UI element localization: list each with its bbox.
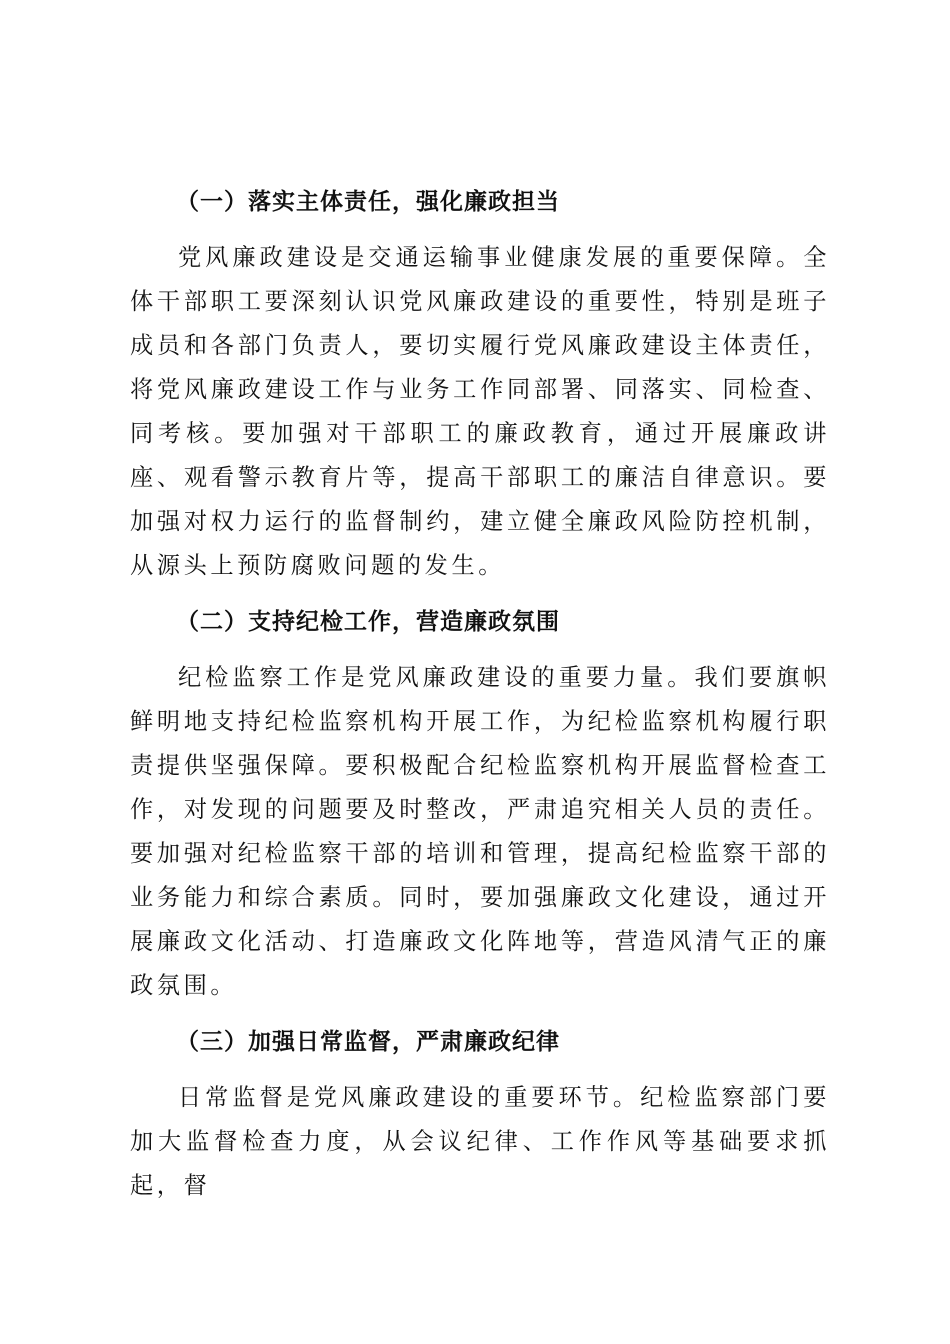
- section-1-paragraph: 党风廉政建设是交通运输事业健康发展的重要保障。全体干部职工要深刻认识党风廉政建设的重要性，特别是班子成员和各部门负责人，要切实履行党风廉政建设主体责任，将党风廉政建设工作与业务工作同部署、同落实、同检查、同考核。要加强对干部职工的廉政教育，通过开展廉政讲座、观看警示教育片等，提高干部职工的廉洁自律意识。要加强对权力运行的监督制约，建立健全廉政风险防控机制，从源头上预防腐败问题的发生。: [130, 244, 830, 579]
- section-3-heading: （三）加强日常监督，严肃廉政纪律: [176, 1029, 560, 1055]
- section-3-paragraph: 日常监督是党风廉政建设的重要环节。纪检监察部门要加大监督检查力度，从会议纪律、工作作风等基础要求抓起，督: [130, 1084, 830, 1199]
- section-2-paragraph: 纪检监察工作是党风廉政建设的重要力量。我们要旗帜鲜明地支持纪检监察机构开展工作，为纪检监察机构履行职责提供坚强保障。要积极配合纪检监察机构开展监督检查工作，对发现的问题要及时整改，严肃追究相关人员的责任。要加强对纪检监察干部的培训和管理，提高纪检监察干部的业务能力和综合素质。同时，要加强廉政文化建设，通过开展廉政文化活动、打造廉政文化阵地等，营造风清气正的廉政氛围。: [130, 664, 830, 999]
- document-body: [130, 176, 830, 1216]
- section-1-heading: （一）落实主体责任，强化廉政担当: [176, 189, 560, 215]
- section-2-heading: （二）支持纪检工作，营造廉政氛围: [176, 609, 560, 635]
